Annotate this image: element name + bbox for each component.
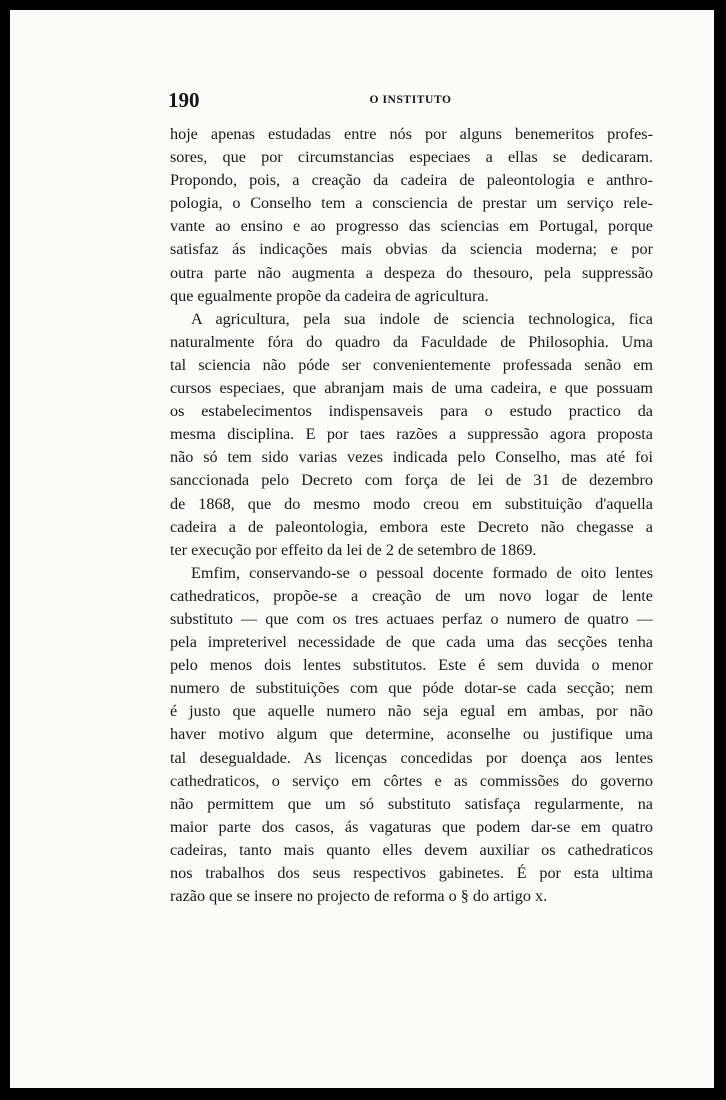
page-number: 190: [168, 88, 200, 112]
text-line: nos trabalhos dos seus respectivos gabinetes. É por esta ultima: [170, 864, 653, 882]
text-line: não só tem sido varias vezes indicada pelo Conselho, mas até foi: [170, 448, 653, 467]
text-line: Propondo, pois, a creação da cadeira de paleontologia e anthro-: [170, 171, 653, 190]
text-line: numero de substituições com que póde dotar-se cada secção; nem: [170, 679, 653, 698]
text-line: é justo que aquelle numero não seja egual em ambas, por não: [170, 702, 653, 721]
text-line: haver motivo algum que determine, aconselhe ou justifique uma: [170, 725, 653, 744]
text-line: satisfaz ás indicações mais obvias da sciencia moderna; e por: [170, 240, 653, 259]
text-line: cadeiras, tanto mais quanto elles devem auxiliar os cathedraticos: [170, 840, 653, 859]
paragraph-1: [170, 123, 653, 308]
text-line: mesma disciplina. E por taes razões a suppressão agora proposta: [170, 425, 653, 444]
text-line: sanccionada pelo Decreto com força de lei de 31 de dezembro: [170, 471, 653, 490]
text-line: razão que se insere no projecto de reforma o § do artigo x.: [170, 887, 548, 906]
text-line: não permittem que um só substituto satisfaça regularmente, na: [170, 794, 653, 813]
text-line: A agricultura, pela sua indole de sciencia technologica, fica: [191, 309, 653, 328]
body-text: [170, 123, 653, 908]
text-line: cadeira a de paleontologia, embora este Decreto não chegasse a: [170, 517, 653, 536]
text-line: substituto — que com os tres actuaes perfaz o numero de quatro —: [170, 609, 653, 628]
text-line: pologia, o Conselho tem a consciencia de prestar um serviço rele-: [170, 194, 653, 213]
text-line: tal sciencia não póde ser convenientemente professada senão em: [170, 355, 653, 374]
text-line: ter execução por effeito da lei de 2 de setembro de 1869.: [170, 540, 537, 559]
text-line: pela impreterivel necessidade de que cada uma das secções tenha: [170, 633, 653, 652]
text-line: de 1868, que do mesmo modo creou em substituição d'aquella: [170, 494, 653, 513]
text-line: que egualmente propõe da cadeira de agricultura.: [170, 286, 489, 305]
text-line: naturalmente fóra do quadro da Faculdade de Philosophia. Uma: [170, 332, 653, 351]
paragraph-2: [170, 308, 653, 562]
text-line: cathedraticos, propõe-se a creação de um novo logar de lente: [170, 586, 653, 605]
text-line: maior parte dos casos, ás vagaturas que podem dar-se em quatro: [170, 817, 653, 836]
text-line: tal desegualdade. As licenças concedidas por doença aos lentes: [170, 748, 653, 767]
page-header: [168, 88, 653, 114]
text-line: outra parte não augmenta a despeza do thesouro, pela suppressão: [170, 263, 653, 282]
text-line: pelo menos dois lentes substitutos. Este é sem duvida o menor: [170, 656, 653, 675]
text-line: hoje apenas estudadas entre nós por alguns benemeritos profes-: [170, 125, 653, 143]
text-line: sores, que por circumstancias especiaes a ellas se dedicaram.: [170, 148, 653, 167]
book-page: [10, 10, 714, 1088]
text-line: Emfim, conservando-se o pessoal docente formado de oito lentes: [191, 563, 653, 582]
text-line: vante ao ensino e ao progresso das sciencias em Portugal, porque: [170, 217, 653, 236]
text-line: os estabelecimentos indispensaveis para o estudo practico da: [170, 402, 653, 421]
paragraph-3: [170, 562, 653, 908]
text-line: cursos especiaes, que abranjam mais de uma cadeira, e que possuam: [170, 379, 653, 398]
running-title: O INSTITUTO: [369, 94, 452, 106]
text-line: cathedraticos, o serviço em côrtes e as commissões do governo: [170, 771, 653, 790]
